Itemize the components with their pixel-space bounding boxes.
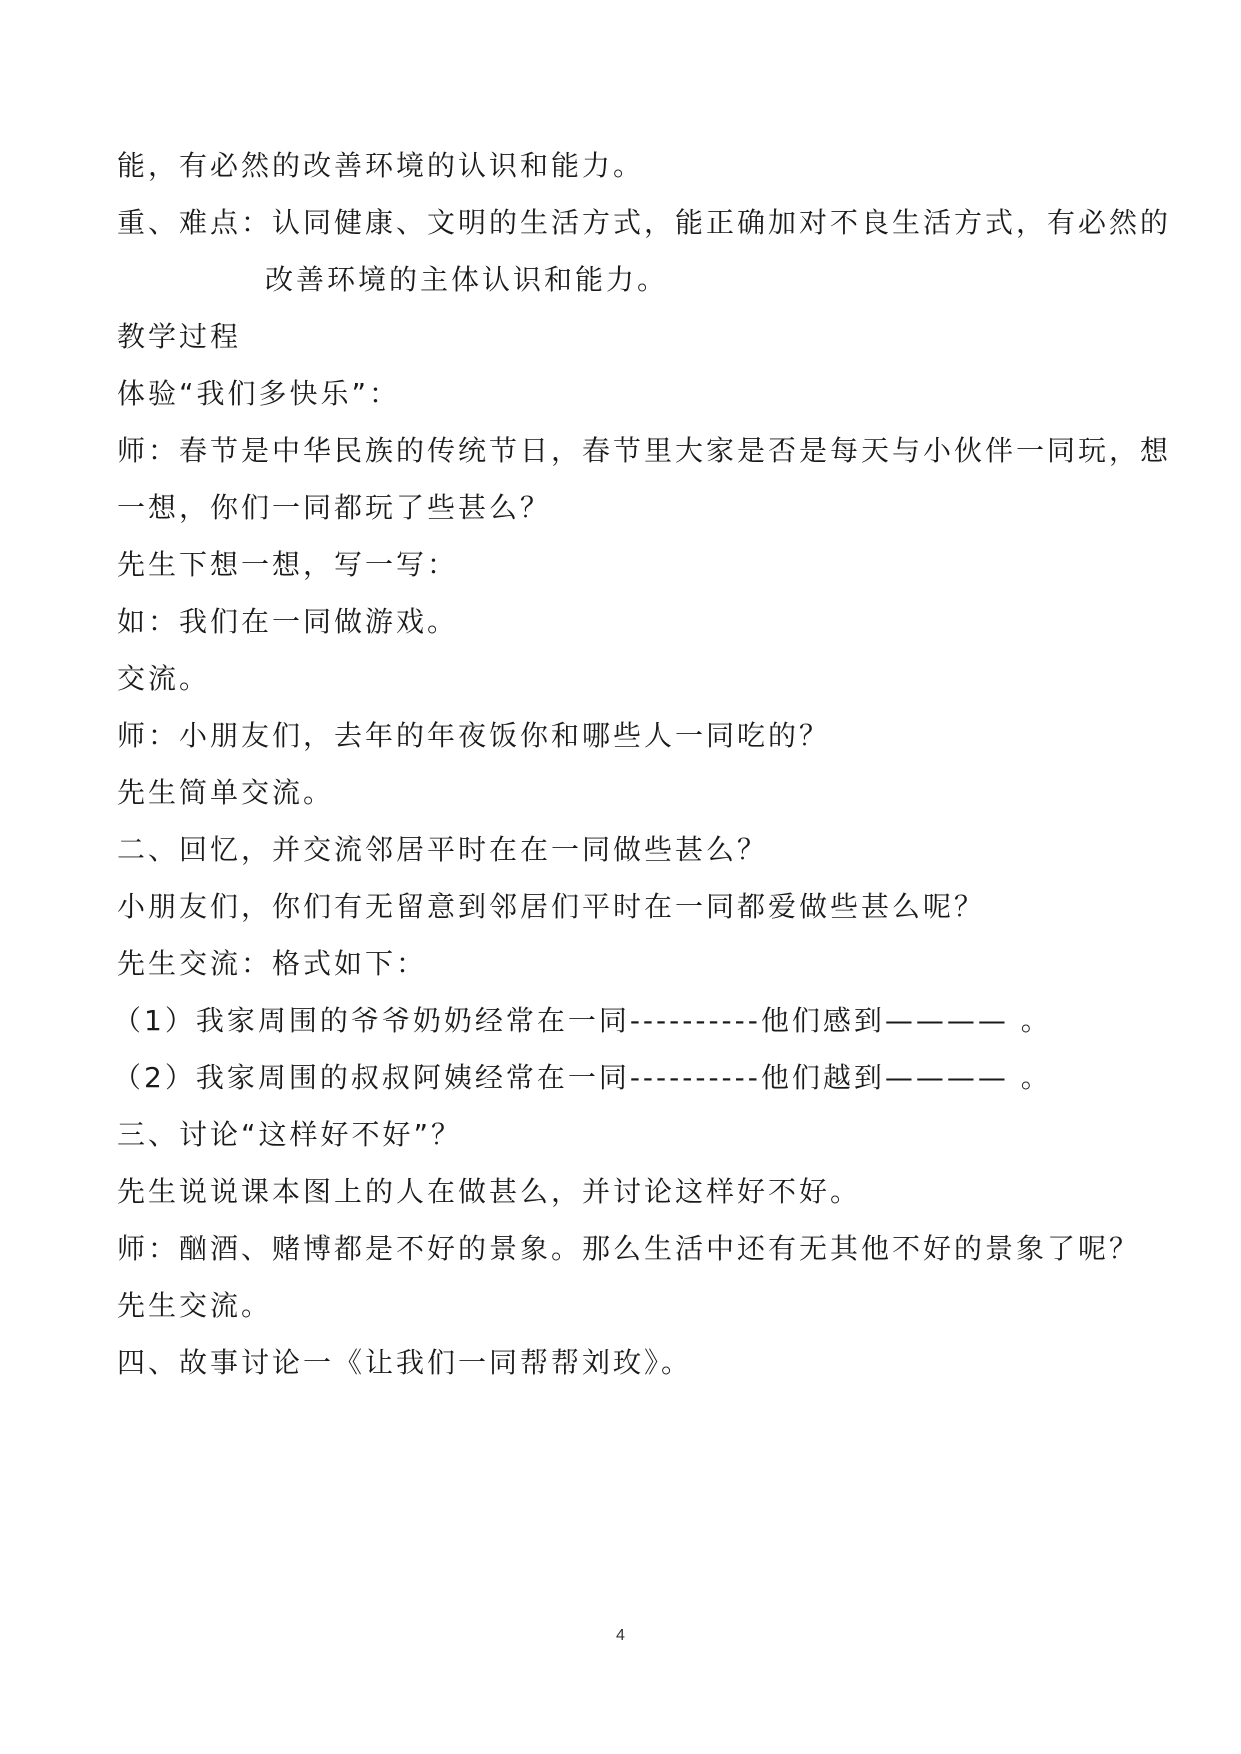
text-line: 先生下想一想，写一写：: [117, 548, 459, 581]
key-points-heading: 重、难点：认同健康、文明的生活方式，能正确加对不良生活方式，有必然的: [117, 206, 1172, 239]
text-line: 体验“我们多快乐”：: [117, 377, 401, 410]
list-item: （1）我家周围的爷爷奶奶经常在一同----------他们感到———— 。: [113, 1004, 1052, 1037]
text-line: 小朋友们，你们有无留意到邻居们平时在一同都爱做些甚么呢？: [117, 890, 986, 923]
section-heading: 二、回忆，并交流邻居平时在在一同做些甚么？: [117, 833, 769, 866]
text-line: 能，有必然的改善环境的认识和能力。: [117, 149, 645, 182]
text-line: 交流。: [117, 662, 211, 695]
text-line: 师：酗酒、赌博都是不好的景象。那么生活中还有无其他不好的景象了呢？: [117, 1232, 1141, 1265]
page-number: 4: [616, 1627, 625, 1644]
section-heading: 教学过程: [117, 320, 242, 353]
text-line: 师：小朋友们，去年的年夜饭你和哪些人一同吃的？: [117, 719, 831, 752]
text-line: 如：我们在一同做游戏。: [117, 605, 459, 638]
text-line-continuation: 改善环境的主体认识和能力。: [265, 263, 669, 296]
list-item: （2）我家周围的叔叔阿姨经常在一同----------他们越到———— 。: [113, 1061, 1052, 1094]
text-line: 先生交流。: [117, 1289, 273, 1322]
section-heading: 三、讨论“这样好不好”？: [117, 1118, 463, 1151]
text-line: 先生交流：格式如下：: [117, 947, 428, 980]
section-heading: 四、故事讨论一《让我们一同帮帮刘玫》。: [117, 1346, 693, 1379]
text-line: 先生说说课本图上的人在做甚么，并讨论这样好不好。: [117, 1175, 862, 1208]
text-line: 先生简单交流。: [117, 776, 335, 809]
text-line: 师：春节是中华民族的传统节日，春节里大家是否是每天与小伙伴一同玩，想: [117, 434, 1172, 467]
text-line: 一想，你们一同都玩了些甚么？: [117, 491, 552, 524]
